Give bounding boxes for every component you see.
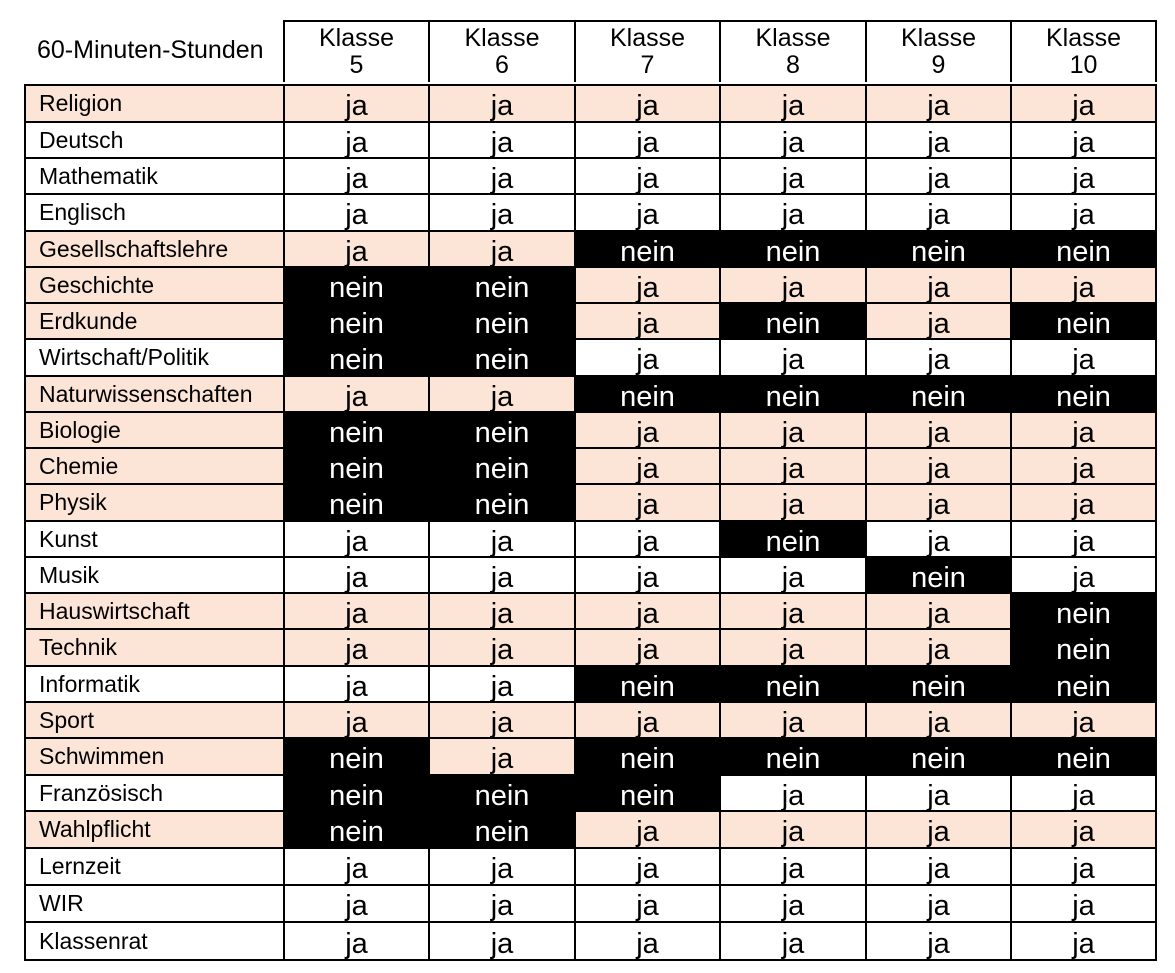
value-cell: ja — [574, 884, 719, 921]
value-cell: nein — [283, 447, 428, 483]
value-cell: ja — [428, 737, 574, 774]
column-header-line1: Klasse — [318, 24, 395, 52]
subject-label: Technik — [24, 628, 283, 665]
value-cell: ja — [428, 884, 574, 921]
value-cell: ja — [865, 338, 1010, 375]
value-cell: ja — [574, 847, 719, 884]
value-cell: ja — [719, 774, 865, 810]
subject-label: Englisch — [24, 193, 283, 230]
value-cell: nein — [865, 556, 1010, 592]
value-cell: ja — [865, 84, 1010, 121]
value-cell: nein — [283, 737, 428, 774]
column-header-line1: Klasse — [900, 24, 977, 52]
value-cell: ja — [283, 847, 428, 884]
value-cell: nein — [719, 302, 865, 338]
corner-label: 60-Minuten-Stunden — [37, 35, 264, 64]
value-cell: ja — [865, 520, 1010, 556]
column-header — [719, 20, 865, 82]
value-cell: nein — [283, 483, 428, 520]
value-cell: nein — [283, 302, 428, 338]
value-cell: ja — [865, 302, 1010, 338]
subject-label: Schwimmen — [24, 737, 283, 774]
column-header — [283, 20, 428, 82]
subject-label: Französisch — [24, 774, 283, 810]
value-cell: ja — [574, 921, 719, 961]
subject-label: Deutsch — [24, 121, 283, 157]
value-cell: ja — [719, 483, 865, 520]
value-cell: ja — [1010, 84, 1157, 121]
value-cell: nein — [865, 737, 1010, 774]
value-cell: ja — [865, 884, 1010, 921]
value-cell: ja — [719, 411, 865, 447]
value-cell: ja — [428, 556, 574, 592]
value-cell: ja — [283, 665, 428, 701]
value-cell: ja — [574, 302, 719, 338]
column-header-line2: 6 — [495, 51, 509, 79]
subject-label: Wahlpflicht — [24, 810, 283, 847]
value-cell: nein — [1010, 628, 1157, 665]
value-cell: ja — [865, 121, 1010, 157]
value-cell: ja — [428, 628, 574, 665]
value-cell: ja — [865, 921, 1010, 961]
column-header-line2: 10 — [1069, 51, 1098, 79]
value-cell: nein — [865, 665, 1010, 701]
value-cell: ja — [574, 628, 719, 665]
value-cell: ja — [283, 121, 428, 157]
value-cell: ja — [574, 157, 719, 193]
value-cell: nein — [719, 737, 865, 774]
value-cell: ja — [283, 375, 428, 411]
column-header — [574, 20, 719, 82]
value-cell: ja — [283, 884, 428, 921]
value-cell: ja — [428, 665, 574, 701]
value-cell: ja — [719, 338, 865, 375]
value-cell: nein — [574, 774, 719, 810]
subject-label: Sport — [24, 701, 283, 737]
value-cell: ja — [283, 193, 428, 230]
value-cell: ja — [719, 447, 865, 483]
value-cell: ja — [865, 592, 1010, 628]
value-cell: ja — [1010, 701, 1157, 737]
value-cell: nein — [283, 338, 428, 375]
value-cell: ja — [865, 847, 1010, 884]
value-cell: ja — [283, 921, 428, 961]
value-cell: ja — [1010, 157, 1157, 193]
value-cell: ja — [865, 266, 1010, 302]
value-cell: ja — [283, 628, 428, 665]
value-cell: ja — [719, 193, 865, 230]
value-cell: nein — [428, 411, 574, 447]
value-cell: ja — [1010, 483, 1157, 520]
value-cell: ja — [1010, 884, 1157, 921]
value-cell: ja — [428, 230, 574, 266]
column-header-line1: Klasse — [609, 24, 686, 52]
value-cell: ja — [719, 121, 865, 157]
value-cell: ja — [428, 847, 574, 884]
value-cell: nein — [428, 266, 574, 302]
value-cell: ja — [283, 84, 428, 121]
subject-label: Wirtschaft/Politik — [24, 338, 283, 375]
subject-label: Hauswirtschaft — [24, 592, 283, 628]
value-cell: ja — [865, 774, 1010, 810]
value-cell: nein — [719, 520, 865, 556]
subject-label: Biologie — [24, 411, 283, 447]
value-cell: nein — [719, 665, 865, 701]
value-cell: ja — [865, 193, 1010, 230]
value-cell: ja — [574, 338, 719, 375]
value-cell: ja — [865, 447, 1010, 483]
value-cell: ja — [1010, 847, 1157, 884]
value-cell: ja — [1010, 447, 1157, 483]
value-cell: nein — [1010, 737, 1157, 774]
value-cell: ja — [574, 701, 719, 737]
value-cell: ja — [428, 701, 574, 737]
column-header-line1: Klasse — [464, 24, 540, 52]
value-cell: nein — [865, 230, 1010, 266]
value-cell: ja — [428, 592, 574, 628]
value-cell: nein — [428, 774, 574, 810]
value-cell: ja — [1010, 810, 1157, 847]
value-cell: ja — [283, 230, 428, 266]
value-cell: nein — [574, 737, 719, 774]
value-cell: ja — [865, 157, 1010, 193]
subject-label: Geschichte — [24, 266, 283, 302]
value-cell: ja — [719, 157, 865, 193]
value-cell: ja — [428, 921, 574, 961]
value-cell: nein — [1010, 665, 1157, 701]
value-cell: ja — [574, 411, 719, 447]
value-cell: ja — [719, 701, 865, 737]
column-header-line2: 9 — [931, 51, 946, 79]
value-cell: ja — [574, 193, 719, 230]
value-cell: nein — [428, 338, 574, 375]
value-cell: ja — [865, 810, 1010, 847]
value-cell: nein — [283, 810, 428, 847]
subject-label: Musik — [24, 556, 283, 592]
subject-label: Klassenrat — [24, 921, 283, 961]
value-cell: nein — [1010, 375, 1157, 411]
value-cell: ja — [283, 592, 428, 628]
value-cell: ja — [574, 592, 719, 628]
value-cell: ja — [574, 266, 719, 302]
value-cell: ja — [1010, 411, 1157, 447]
column-header-line2: 7 — [640, 51, 655, 79]
value-cell: ja — [428, 375, 574, 411]
value-cell: ja — [283, 556, 428, 592]
value-cell: ja — [1010, 921, 1157, 961]
value-cell: ja — [428, 157, 574, 193]
value-cell: ja — [719, 628, 865, 665]
value-cell: ja — [719, 556, 865, 592]
value-cell: ja — [719, 921, 865, 961]
subject-label: Physik — [24, 483, 283, 520]
value-cell: ja — [719, 847, 865, 884]
subject-label: Informatik — [24, 665, 283, 701]
value-cell: nein — [1010, 230, 1157, 266]
value-cell: ja — [719, 592, 865, 628]
value-cell: nein — [283, 774, 428, 810]
value-cell: nein — [1010, 302, 1157, 338]
subject-label: Naturwissenschaften — [24, 375, 283, 411]
value-cell: nein — [428, 483, 574, 520]
value-cell: nein — [283, 266, 428, 302]
value-cell: ja — [719, 266, 865, 302]
value-cell: ja — [865, 628, 1010, 665]
value-cell: ja — [428, 193, 574, 230]
value-cell: nein — [574, 665, 719, 701]
value-cell: nein — [719, 230, 865, 266]
value-cell: nein — [283, 411, 428, 447]
value-cell: ja — [574, 520, 719, 556]
value-cell: ja — [1010, 338, 1157, 375]
subject-label: Lernzeit — [24, 847, 283, 884]
value-cell: ja — [574, 483, 719, 520]
value-cell: ja — [574, 447, 719, 483]
subject-label: Religion — [24, 84, 283, 121]
column-header — [1010, 20, 1157, 82]
subject-label: WIR — [24, 884, 283, 921]
value-cell: ja — [574, 556, 719, 592]
value-cell: nein — [574, 230, 719, 266]
subject-label: Erdkunde — [24, 302, 283, 338]
value-cell: ja — [1010, 193, 1157, 230]
value-cell: ja — [428, 121, 574, 157]
column-header — [865, 20, 1010, 82]
value-cell: nein — [1010, 592, 1157, 628]
column-header-line2: 5 — [349, 51, 364, 79]
value-cell: ja — [283, 157, 428, 193]
value-cell: ja — [1010, 774, 1157, 810]
subject-label: Gesellschaftslehre — [24, 230, 283, 266]
subject-label: Mathematik — [24, 157, 283, 193]
value-cell: nein — [428, 447, 574, 483]
value-cell: ja — [865, 701, 1010, 737]
value-cell: ja — [283, 701, 428, 737]
subject-label: Chemie — [24, 447, 283, 483]
column-header-line1: Klasse — [755, 24, 831, 52]
value-cell: nein — [428, 302, 574, 338]
value-cell: nein — [719, 375, 865, 411]
value-cell: ja — [1010, 121, 1157, 157]
value-cell: ja — [574, 810, 719, 847]
value-cell: ja — [865, 483, 1010, 520]
column-header — [428, 20, 574, 82]
value-cell: ja — [283, 520, 428, 556]
value-cell: ja — [719, 884, 865, 921]
column-header-line2: 8 — [786, 51, 800, 79]
value-cell: nein — [574, 375, 719, 411]
value-cell: ja — [719, 84, 865, 121]
value-cell: ja — [428, 520, 574, 556]
value-cell: ja — [719, 810, 865, 847]
value-cell: nein — [428, 810, 574, 847]
value-cell: nein — [865, 375, 1010, 411]
subject-label: Kunst — [24, 520, 283, 556]
value-cell: ja — [574, 121, 719, 157]
value-cell: ja — [1010, 556, 1157, 592]
value-cell: ja — [865, 411, 1010, 447]
value-cell: ja — [1010, 520, 1157, 556]
column-header-line1: Klasse — [1045, 24, 1122, 52]
value-cell: ja — [574, 84, 719, 121]
value-cell: ja — [428, 84, 574, 121]
value-cell: ja — [1010, 266, 1157, 302]
